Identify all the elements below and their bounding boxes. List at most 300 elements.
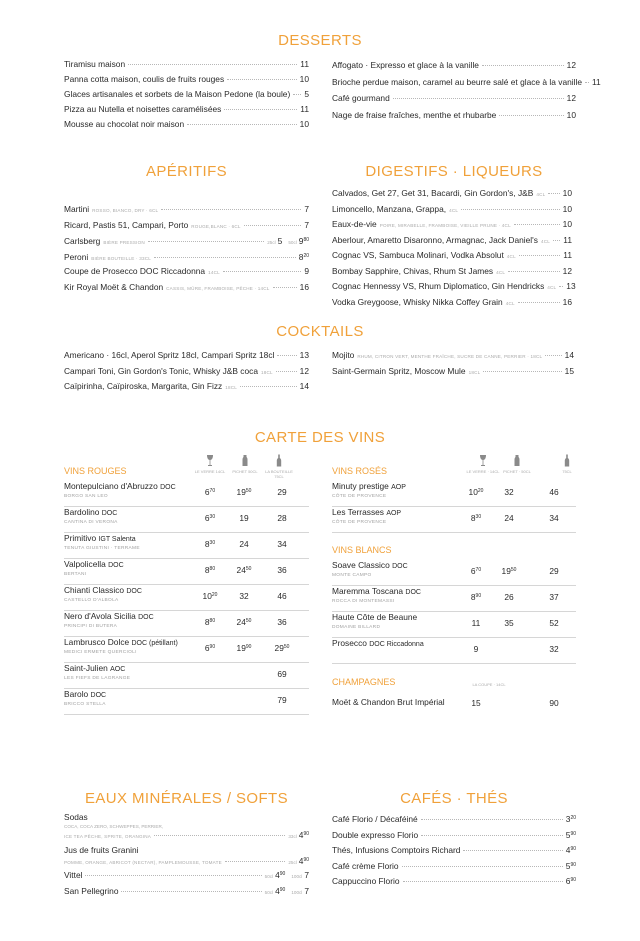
price-bottle xyxy=(267,643,297,653)
wine-label: Les Terrasses xyxy=(332,507,384,517)
price-value: 26 xyxy=(504,592,514,602)
wine-row xyxy=(332,612,576,638)
wine-row xyxy=(64,637,309,663)
price-value: 8 xyxy=(298,251,304,262)
item-volume: RHUM, CITRON VERT, MENTHE FRAÎCHE, SUCRE DE CANNE, PERRIER · 18CL xyxy=(357,354,543,359)
dotted-leader xyxy=(482,65,564,66)
cocktails-right-list xyxy=(332,348,574,379)
price xyxy=(304,868,309,883)
dotted-leader xyxy=(227,79,297,80)
wine-producer: PRINCIPI DI BUTERA xyxy=(64,624,118,629)
volume-label: 50cl xyxy=(264,890,274,895)
dotted-leader xyxy=(128,64,297,65)
price-carafe xyxy=(494,592,524,602)
dotted-leader xyxy=(224,109,297,110)
menu-item xyxy=(64,72,309,87)
item-name: Cognac Hennessy VS, Rhum Diplomatico, Gin Hendricks xyxy=(332,281,545,291)
price-bottle xyxy=(267,565,297,575)
price-cents: 30 xyxy=(475,514,482,520)
menu-item xyxy=(64,57,309,72)
wine-row xyxy=(332,692,576,714)
price-value: 24 xyxy=(236,617,246,627)
menu-item xyxy=(64,87,309,102)
column-label: LE VERRE 14CL xyxy=(194,469,226,474)
menu-item xyxy=(332,217,572,233)
menu-item xyxy=(64,249,309,265)
dotted-leader xyxy=(559,286,563,287)
price-value: 37 xyxy=(549,592,559,602)
desserts-right-list xyxy=(332,57,601,123)
price-value: 6 xyxy=(470,566,476,576)
menu-item xyxy=(332,364,574,380)
price-value: 8 xyxy=(204,617,210,627)
price-value: 19 xyxy=(236,643,246,653)
price-carafe xyxy=(229,487,259,497)
dotted-leader xyxy=(225,861,285,862)
price-value: 11 xyxy=(563,250,572,260)
wine-producer: CASTELLO D'ALBOLA xyxy=(64,598,119,603)
wine-name xyxy=(64,585,142,595)
menu-item xyxy=(64,102,309,117)
wine-producer: DOMAINE BILLARD xyxy=(332,625,381,630)
column-label: PICHET · 50CL xyxy=(503,469,531,474)
wine-appellation: AOC xyxy=(110,666,126,673)
wine-name: Moët & Chandon Brut Impérial xyxy=(332,697,445,707)
price-bottle xyxy=(539,487,569,497)
price-cents: 90 xyxy=(279,887,286,893)
price-value: 29 xyxy=(274,643,284,653)
price xyxy=(299,856,309,866)
item-volume: 18CL xyxy=(261,369,273,375)
price-carafe xyxy=(229,617,259,627)
menu-item xyxy=(332,827,576,843)
price-value: 6 xyxy=(204,487,210,497)
price-value: 10 xyxy=(562,188,572,198)
price-cents: 30 xyxy=(209,540,216,546)
price-value: 8 xyxy=(470,592,476,602)
price xyxy=(563,217,572,233)
item-name: Aberlour, Amaretto Disaronno, Armagnac, Jack Daniel's xyxy=(332,234,538,245)
price-bottle xyxy=(539,513,569,523)
wine-name xyxy=(332,586,421,596)
menu-item xyxy=(64,364,309,380)
price-value: 7 xyxy=(304,886,309,896)
wine-name xyxy=(332,507,401,517)
price xyxy=(565,364,574,380)
price-glass xyxy=(195,617,225,627)
dotted-leader xyxy=(499,115,563,116)
item-name: Caïpirinha, Caïpiroska, Margarita, Gin Fizz xyxy=(64,381,223,391)
price-value: 36 xyxy=(277,617,287,627)
wine-producer: CÔTE DE PROVENCE xyxy=(332,520,387,525)
price-cents: 50 xyxy=(245,566,252,572)
volume-label: 50cl xyxy=(288,240,297,245)
price-cents: 50 xyxy=(283,644,290,650)
price-value: 8 xyxy=(204,565,210,575)
price-carafe xyxy=(229,591,259,601)
wine-column-header xyxy=(550,454,584,474)
column-label: 75CL xyxy=(562,469,572,474)
price-cents: 20 xyxy=(477,488,484,494)
price-value: 4 xyxy=(275,870,280,880)
menu-item xyxy=(332,74,601,91)
dotted-leader xyxy=(553,240,560,241)
wine-column-header xyxy=(466,454,500,474)
volume-label: 50cl xyxy=(264,874,274,879)
item-volume: 18CL xyxy=(468,369,481,375)
price-value: 4 xyxy=(298,856,304,866)
item-volume: BIÈRE BOUTEILLE · 33CL xyxy=(91,255,152,261)
price-value: 10 xyxy=(202,591,212,601)
digestifs-title: DIGESTIFS · LIQUEURS xyxy=(365,163,543,180)
price-value: 36 xyxy=(277,565,287,575)
wine-label: Bardolino xyxy=(64,507,100,517)
menu-item xyxy=(64,280,309,296)
price xyxy=(563,248,572,264)
price-value: 13 xyxy=(299,350,309,360)
price-value: 6 xyxy=(565,876,571,886)
dotted-leader xyxy=(244,225,302,226)
bottle-icon xyxy=(262,454,296,467)
price-value: 46 xyxy=(277,591,287,601)
price-glass xyxy=(461,513,491,523)
dotted-leader xyxy=(403,881,563,882)
item-name: Americano · 16cl, Aperol Spritz 18cl, Campari Spritz 18cl xyxy=(64,350,275,360)
item-price-row xyxy=(64,830,309,839)
item-description: COCA, COCA ZERO, SCHWEPPES, PERRIER, xyxy=(64,824,164,829)
wine-row xyxy=(64,585,309,611)
menu-item xyxy=(64,812,309,845)
price-cents: 20 xyxy=(570,815,576,821)
price-carafe xyxy=(494,513,524,523)
wine-label: Saint-Julien xyxy=(64,663,108,673)
menu-item xyxy=(64,883,309,899)
price-value: 16 xyxy=(299,281,309,292)
price-value: 11 xyxy=(471,618,481,628)
price-cents: 90 xyxy=(570,877,576,883)
item-name: Jus de fruits Granini xyxy=(64,845,139,855)
menu-item xyxy=(332,264,572,280)
price xyxy=(299,249,309,266)
item-name: Eaux-de-vie xyxy=(332,219,377,229)
price xyxy=(563,264,572,280)
price-value: 34 xyxy=(549,513,559,523)
price-cents: 70 xyxy=(475,567,482,573)
price-cents: 50 xyxy=(245,488,252,494)
dotted-leader xyxy=(277,355,296,356)
menu-item xyxy=(332,858,576,874)
item-name: Nage de fraise fraîches, menthe et rhubarbe xyxy=(332,109,497,120)
wine-label: Montepulciano d'Abruzzo xyxy=(64,481,158,491)
wine-appellation: DOC xyxy=(138,614,154,621)
price-cents: 80 xyxy=(209,618,216,624)
price-value: 9 xyxy=(473,644,479,654)
price xyxy=(566,842,576,859)
wine-row xyxy=(332,507,576,533)
volume-label: 100cl xyxy=(291,874,303,879)
price-value: 24 xyxy=(239,539,249,549)
item-name: Panna cotta maison, coulis de fruits rouges xyxy=(64,74,225,84)
item-name: Carlsberg xyxy=(64,236,101,246)
price-bottle xyxy=(539,592,569,602)
wine-appellation: IGT Salenta xyxy=(98,536,136,543)
item-name: Cappuccino Florio xyxy=(332,876,400,886)
price-value: 7 xyxy=(304,870,309,880)
wine-appellation: DOC xyxy=(405,589,421,596)
price-bottle: 90 xyxy=(549,698,559,708)
price-bottle xyxy=(267,487,297,497)
aperitifs-title: APÉRITIFS xyxy=(145,163,228,180)
price-cents: 90 xyxy=(570,861,576,868)
wine-row xyxy=(64,611,309,637)
price-value: 7 xyxy=(304,219,309,230)
wine-row xyxy=(64,663,309,689)
price-small xyxy=(265,883,286,900)
price-value: 12 xyxy=(562,265,572,276)
price-value: 34 xyxy=(277,539,287,549)
wine-row xyxy=(332,560,576,586)
item-name: Thés, Infusions Comptoirs Richard xyxy=(332,845,461,855)
price-value: 10 xyxy=(562,203,572,214)
menu-item xyxy=(332,248,572,264)
price-value: 14 xyxy=(564,350,574,360)
dotted-leader xyxy=(508,271,560,272)
item-name: Ricard, Pastis 51, Campari, Porto xyxy=(64,219,189,230)
cocktails-left-list xyxy=(64,348,309,395)
volume-label: 33cl xyxy=(288,834,297,839)
menu-item xyxy=(332,873,576,889)
price xyxy=(565,348,574,364)
item-name: Coupe de Prosecco DOC Riccadonna xyxy=(64,266,206,276)
price xyxy=(563,186,572,202)
price-value: 10 xyxy=(299,119,309,129)
wine-producer: LES FIEFS DE LAGRANGE xyxy=(64,676,131,681)
wine-name xyxy=(332,560,408,570)
price xyxy=(300,379,309,395)
price-small xyxy=(267,234,282,251)
price-cents: 50 xyxy=(510,567,517,573)
wine-glass-icon xyxy=(193,454,227,467)
wine-label: Barolo xyxy=(64,689,89,699)
price-carafe xyxy=(229,643,259,653)
price-value: 10 xyxy=(566,109,576,120)
item-name: Cognac VS, Sambuca Molinari, Vodka Absolut xyxy=(332,250,504,260)
price xyxy=(567,107,576,124)
price-value: 11 xyxy=(300,59,309,69)
dotted-leader xyxy=(154,835,285,836)
item-volume: 18CL xyxy=(225,385,238,390)
price-carafe xyxy=(229,539,259,549)
menu-item xyxy=(332,233,572,249)
price-value: 5 xyxy=(304,89,309,99)
item-price-row xyxy=(64,856,309,865)
wine-row xyxy=(64,559,309,585)
menu-item xyxy=(332,57,576,74)
item-volume: 4CL xyxy=(540,238,550,244)
wine-producer: MONTE CAMPO xyxy=(332,573,372,578)
price-glass xyxy=(195,513,225,523)
wine-name xyxy=(64,663,125,673)
price-value: 19 xyxy=(239,513,249,523)
column-label: LE VERRE · 14CL xyxy=(466,469,500,474)
dotted-leader xyxy=(518,302,560,303)
item-volume: 4CL xyxy=(505,300,515,306)
price-value: 69 xyxy=(277,669,287,679)
wine-appellation: AOP xyxy=(386,510,402,517)
price-glass xyxy=(461,618,491,628)
vins-rouges-title: VINS ROUGES xyxy=(64,466,127,476)
price-value: 10 xyxy=(299,74,309,84)
dotted-leader xyxy=(293,94,301,95)
carafe-icon xyxy=(500,454,534,467)
item-volume: BIÈRE PRESSION xyxy=(103,240,145,245)
price xyxy=(567,90,576,107)
item-name: Kir Royal Moët & Chandon xyxy=(64,281,164,292)
price-cents: 80 xyxy=(209,566,216,572)
menu-item xyxy=(64,233,309,249)
price-value: 29 xyxy=(277,487,287,497)
price-value: 9 xyxy=(298,236,304,246)
menu-item xyxy=(64,117,309,132)
item-description: ICE TEA PÊCHE, SPRITE, ORANGINA xyxy=(64,834,152,839)
dotted-leader xyxy=(421,819,563,820)
price-glass: 15 xyxy=(471,698,481,708)
item-name: Tiramisu maison xyxy=(64,59,126,69)
wine-producer: BERTANI xyxy=(64,572,87,577)
price-cents: 90 xyxy=(245,644,252,650)
wine-label: Soave Classico xyxy=(332,560,390,570)
wine-name xyxy=(332,481,406,491)
item-name: Calvados, Get 27, Get 31, Bacardi, Gin Gordon's, J&B xyxy=(332,188,534,198)
price-value: 28 xyxy=(277,513,287,523)
wine-appellation: DOC xyxy=(90,692,107,699)
price xyxy=(566,811,576,828)
item-name: Saint-Germain Spritz, Moscow Mule xyxy=(332,365,466,376)
wine-column-header xyxy=(262,454,296,479)
cafes-list xyxy=(332,811,576,889)
item-name: Campari Toni, Gin Gordon's Tonic, Whisky J&B coca xyxy=(64,365,258,376)
price-cents: 90 xyxy=(209,644,216,650)
price-bottle xyxy=(539,644,569,654)
price-cents: 90 xyxy=(570,830,576,837)
carafe-icon xyxy=(228,454,262,467)
wine-label: Haute Côte de Beaune xyxy=(332,612,418,622)
price-value: 12 xyxy=(566,93,576,103)
item-name: Bombay Sapphire, Chivas, Rhum St James xyxy=(332,265,494,276)
wine-label: Valpolicella xyxy=(64,559,106,569)
dotted-leader xyxy=(148,241,264,242)
price-bottle xyxy=(267,695,297,705)
price-value: 4 xyxy=(298,830,304,840)
price-cents: 90 xyxy=(303,831,309,837)
price-glass xyxy=(461,487,491,497)
wine-label: Chianti Classico xyxy=(64,585,125,595)
price-cents: 70 xyxy=(209,488,216,494)
price-cents: 20 xyxy=(211,592,218,598)
wine-appellation: DOC xyxy=(392,563,408,570)
item-name: Café gourmand xyxy=(332,93,390,103)
wine-producer: TENUTA GIUSTINI · TERRAME xyxy=(64,546,140,551)
price xyxy=(304,884,309,899)
wine-appellation: DOC xyxy=(160,484,176,491)
dotted-leader xyxy=(545,355,561,356)
cafes-title: CAFÉS · THÉS xyxy=(400,790,508,807)
wine-name xyxy=(64,533,136,543)
dotted-leader xyxy=(154,257,296,258)
menu-item xyxy=(332,295,572,311)
price-value: 11 xyxy=(300,104,309,114)
price-value: 35 xyxy=(504,618,514,628)
price-value: 19 xyxy=(501,566,511,576)
price-value: 19 xyxy=(236,487,246,497)
volume-label: 25cl xyxy=(267,240,276,245)
wine-producer: CANTINA DI VERONA xyxy=(64,520,118,525)
dotted-leader xyxy=(548,193,559,194)
wine-producer: ROCCA DI MONTEMASSI xyxy=(332,599,395,604)
wine-column-header xyxy=(500,454,534,474)
menu-item xyxy=(332,202,572,218)
dotted-leader xyxy=(483,371,561,372)
menu-item xyxy=(332,107,576,124)
price xyxy=(592,74,601,91)
desserts-left-list xyxy=(64,57,309,132)
price-value: 8 xyxy=(204,539,210,549)
vins-blancs-title: VINS BLANCS xyxy=(332,545,392,555)
menu-item xyxy=(332,186,572,202)
price xyxy=(300,348,309,364)
price xyxy=(566,858,576,875)
price-value: 6 xyxy=(204,513,210,523)
wine-row xyxy=(64,507,309,533)
price-bottle xyxy=(539,566,569,576)
item-name: Limoncello, Manzana, Grappa, xyxy=(332,203,447,214)
wine-name xyxy=(64,559,124,569)
wine-label: Primitivo xyxy=(64,533,97,543)
price-glass xyxy=(195,591,225,601)
cocktails-title: COCKTAILS xyxy=(276,323,364,340)
price-value: 24 xyxy=(504,513,514,523)
champagnes-title: CHAMPAGNES xyxy=(332,677,396,687)
column-label: PICHET 50CL xyxy=(232,469,258,474)
price-carafe xyxy=(229,565,259,575)
price-value: 10 xyxy=(468,487,478,497)
price-cents: 90 xyxy=(279,871,286,877)
vins-roses-title: VINS ROSÉS xyxy=(332,466,388,476)
wine-producer: BORGO SAN LEO xyxy=(64,494,108,499)
price-bottle xyxy=(539,618,569,628)
price-value: 5 xyxy=(277,236,283,246)
wine-name xyxy=(64,611,154,621)
price-value: 16 xyxy=(562,296,572,307)
price xyxy=(304,264,309,280)
bottle-icon xyxy=(550,454,584,467)
dotted-leader xyxy=(121,891,261,892)
price-cents: 80 xyxy=(303,237,309,243)
price-cents: 30 xyxy=(209,514,216,520)
price-value: 9 xyxy=(304,266,309,276)
item-name: Mojito xyxy=(332,350,355,360)
dotted-leader xyxy=(519,255,560,256)
wine-row xyxy=(64,481,309,507)
price-value: 32 xyxy=(504,487,514,497)
softs-title: EAUX MINÉRALES / SOFTS xyxy=(84,790,288,807)
price-value: 8 xyxy=(470,513,476,523)
price xyxy=(299,233,309,250)
price xyxy=(300,72,309,87)
dotted-leader xyxy=(585,82,589,83)
menu-item xyxy=(64,845,309,867)
price xyxy=(300,364,309,380)
